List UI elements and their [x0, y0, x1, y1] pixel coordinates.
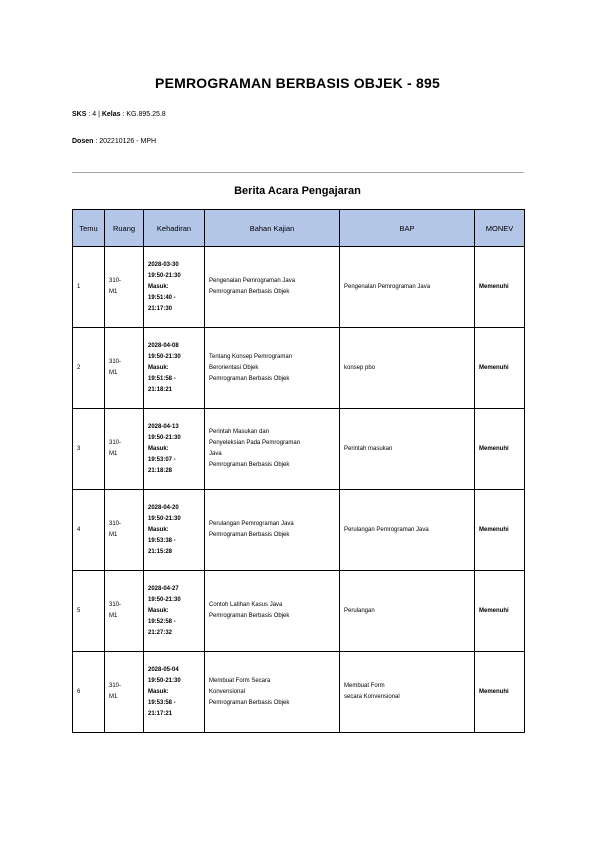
table-row [73, 652, 525, 733]
cell-ruang: 310- M1 [109, 602, 122, 619]
dosen-label: Dosen [72, 138, 94, 145]
cell-monev: Memenuhi [475, 571, 525, 652]
cell-kehadiran: 2028-04-20 19:50-21:30 Masuk: 19:53:38 - 21:15:28 [148, 504, 181, 555]
cell-bahan-kajian: Contoh Latihan Kasus Java Pemrograman Berbasis Objek [209, 602, 290, 619]
header-monev: MONEV [475, 210, 525, 247]
cell-ruang: 310- M1 [109, 521, 122, 538]
cell-bap: Perulangan Pemrograman Java [344, 526, 429, 533]
header-temu: Temu [73, 210, 105, 247]
table-row [73, 490, 525, 571]
cell-bap: konsep pbo [344, 364, 376, 371]
dosen-value: : 202210126 - MPH [95, 138, 157, 145]
course-title: PEMROGRAMAN BERBASIS OBJEK - 895 [155, 75, 440, 91]
section-title: Berita Acara Pengajaran [234, 185, 361, 197]
kelas-value: : KG.895.25.8 [122, 111, 166, 118]
sks-label: SKS [72, 111, 87, 118]
lecturer-line [72, 138, 156, 145]
cell-bap: Membuat Form secara Konvensional [344, 683, 400, 700]
header-kehadiran: Kehadiran [144, 210, 205, 247]
cell-kehadiran: 2028-04-13 19:50-21:30 Masuk: 19:53:07 - 21:18:28 [148, 423, 181, 474]
cell-temu: 3 [73, 409, 105, 490]
cell-bap: Perulangan [344, 607, 375, 614]
kelas-label: Kelas [101, 111, 121, 118]
cell-temu: 1 [73, 247, 105, 328]
cell-ruang: 310- M1 [109, 359, 122, 376]
cell-temu: 4 [73, 490, 105, 571]
sks-value: : 4 | [88, 111, 100, 118]
cell-bahan-kajian: Perintah Masukan dan Penyeleksian Pada Pemrograman Java Pemrograman Berbasis Objek [209, 429, 301, 468]
cell-kehadiran: 2028-03-30 19:50-21:30 Masuk: 19:51:40 - 21:17:30 [148, 261, 181, 312]
header-bap: BAP [340, 210, 475, 247]
cell-monev: Memenuhi [475, 490, 525, 571]
header-ruang: Ruang [105, 210, 144, 247]
cell-bahan-kajian: Membuat Form Secara Konvensional Pemrograman Berbasis Objek [209, 677, 290, 706]
cell-bahan-kajian: Tentang Konsep Pemrograman Berorientasi Objek Pemrograman Berbasis Objek [209, 353, 293, 382]
cell-monev: Memenuhi [475, 652, 525, 733]
divider [72, 172, 524, 173]
cell-ruang: 310- M1 [109, 278, 122, 295]
cell-temu: 2 [73, 328, 105, 409]
cell-kehadiran: 2028-04-08 19:50-21:30 Masuk: 19:51:58 - 21:18:21 [148, 342, 181, 393]
bap-table [72, 209, 525, 733]
cell-monev: Memenuhi [475, 247, 525, 328]
cell-bahan-kajian: Perulangan Pemrograman Java Pemrograman Berbasis Objek [209, 521, 294, 538]
table-row [73, 247, 525, 328]
cell-bahan-kajian: Pengenalan Pemrograman Java Pemrograman Berbasis Objek [209, 278, 296, 295]
header-bahan-kajian: Bahan Kajian [205, 210, 340, 247]
cell-monev: Memenuhi [475, 409, 525, 490]
cell-monev: Memenuhi [475, 328, 525, 409]
cell-bap: Pengenalan Pemrograman Java [344, 283, 431, 290]
table-row [73, 328, 525, 409]
cell-kehadiran: 2028-05-04 19:50-21:30 Masuk: 19:53:58 - 21:17:21 [148, 666, 181, 717]
cell-temu: 5 [73, 571, 105, 652]
course-meta-line [72, 111, 166, 118]
cell-bap: Perintah masukan [344, 445, 393, 452]
table-header-row [73, 210, 525, 247]
table-row [73, 409, 525, 490]
cell-kehadiran: 2028-04-27 19:50-21:30 Masuk: 19:52:58 - 21:27:32 [148, 585, 181, 636]
cell-ruang: 310- M1 [109, 683, 122, 700]
cell-ruang: 310- M1 [109, 440, 122, 457]
cell-temu: 6 [73, 652, 105, 733]
table-row [73, 571, 525, 652]
